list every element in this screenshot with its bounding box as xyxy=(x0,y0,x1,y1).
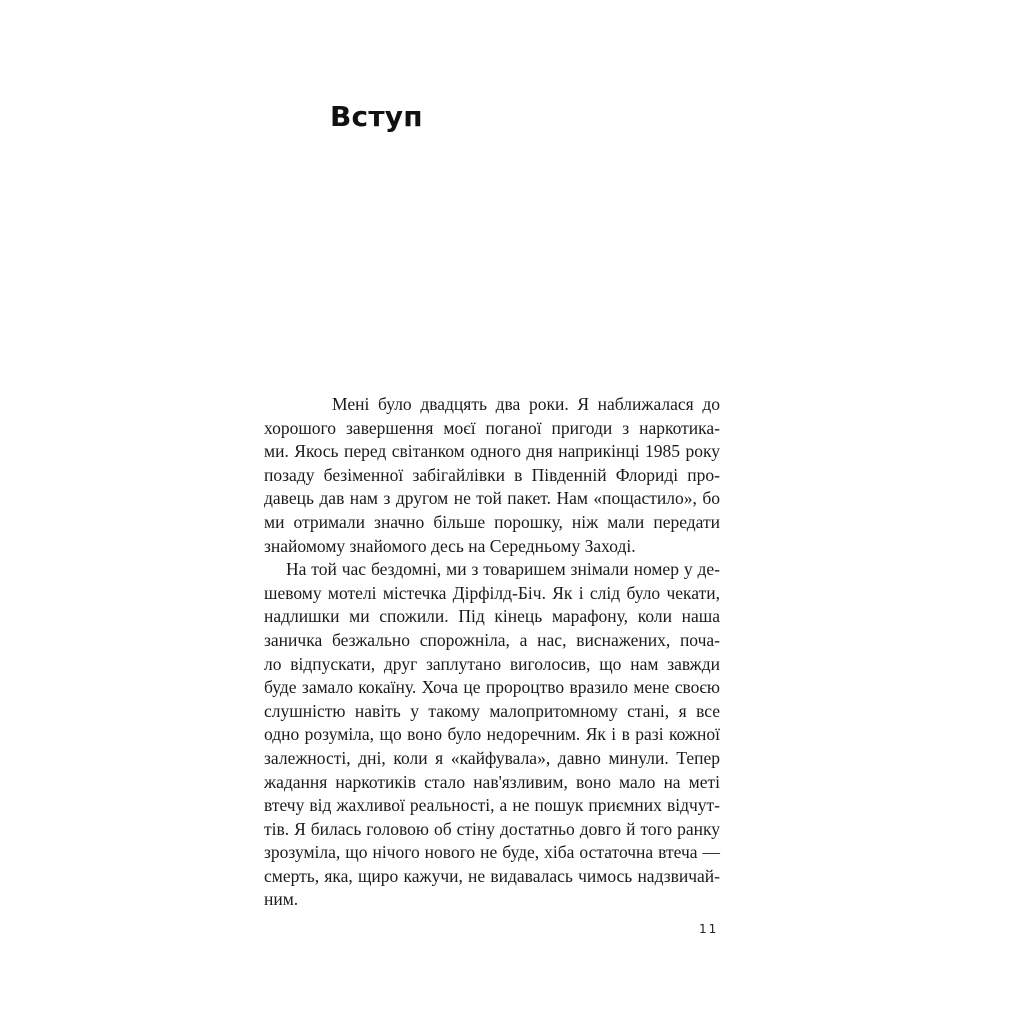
paragraph-1-line-2: хорошого завершення моєї поганої пригоди з наркотика- xyxy=(264,417,720,438)
body-text xyxy=(264,393,720,912)
paragraph-1-line-5: давець дав нам з другом не той пакет. Нам «пощастило», бо xyxy=(264,488,720,509)
paragraph-1-line-1: Мені було двадцять два роки. Я наближалася до xyxy=(332,394,720,414)
paragraph-2-line-1: На той час бездомні, ми з товаришем знімали номер у де- xyxy=(286,559,720,580)
page-number: 11 xyxy=(699,922,719,936)
paragraph-2-line-6: буде замало кокаїну. Хоча це пророцтво вразило мене своєю xyxy=(264,677,720,698)
paragraph-1-line-3: ми. Якось перед світанком одного дня наприкінці 1985 року xyxy=(264,441,720,462)
paragraph-1-line-6: ми отримали значно більше порошку, ніж мали передати xyxy=(264,511,720,532)
paragraph-2-line-4: заничка безжально спорожніла, а нас, виснажених, поча- xyxy=(264,629,720,650)
paragraph-1-line-4: позаду безіменної забігайлівки в Південній Флориді про- xyxy=(264,464,720,485)
paragraph-2-line-3: надлишки ми спожили. Під кінець марафону, коли наша xyxy=(264,606,720,627)
paragraph-2-line-15: ним. xyxy=(264,889,299,910)
paragraph-2-line-5: ло відпускати, друг заплутано виголосив, що нам завжди xyxy=(264,653,720,674)
paragraph-2-line-11: втечу від жахливої реальності, а не пошук приємних відчут- xyxy=(264,795,720,816)
paragraph-2-line-12: тів. Я билась головою об стіну достатньо довго й того ранку xyxy=(264,818,720,839)
paragraph-2-line-13: зрозуміла, що нічого нового не буде, хіба остаточна втеча — xyxy=(264,842,720,863)
paragraph-2-line-10: жадання наркотиків стало нав'язливим, воно мало на меті xyxy=(264,771,720,792)
paragraph-2-line-8: одно розуміла, що воно було недоречним. Як і в разі кожної xyxy=(264,724,720,745)
paragraph-2-line-9: залежності, дні, коли я «кайфувала», давно минули. Тепер xyxy=(264,747,720,768)
paragraph-2-line-7: слушністю навіть у такому малопритомному стані, я все xyxy=(264,700,720,721)
paragraph-1-line-7: знайомому знайомого десь на Середньому Заході. xyxy=(264,535,636,556)
paragraph-2-line-14: смерть, яка, щиро кажучи, не видавалась чимось надзвичай- xyxy=(264,865,720,886)
chapter-title: Вступ xyxy=(330,100,423,133)
paragraph-2-line-2: шевому мотелі містечка Дірфілд-Біч. Як і слід було чекати, xyxy=(264,582,720,603)
